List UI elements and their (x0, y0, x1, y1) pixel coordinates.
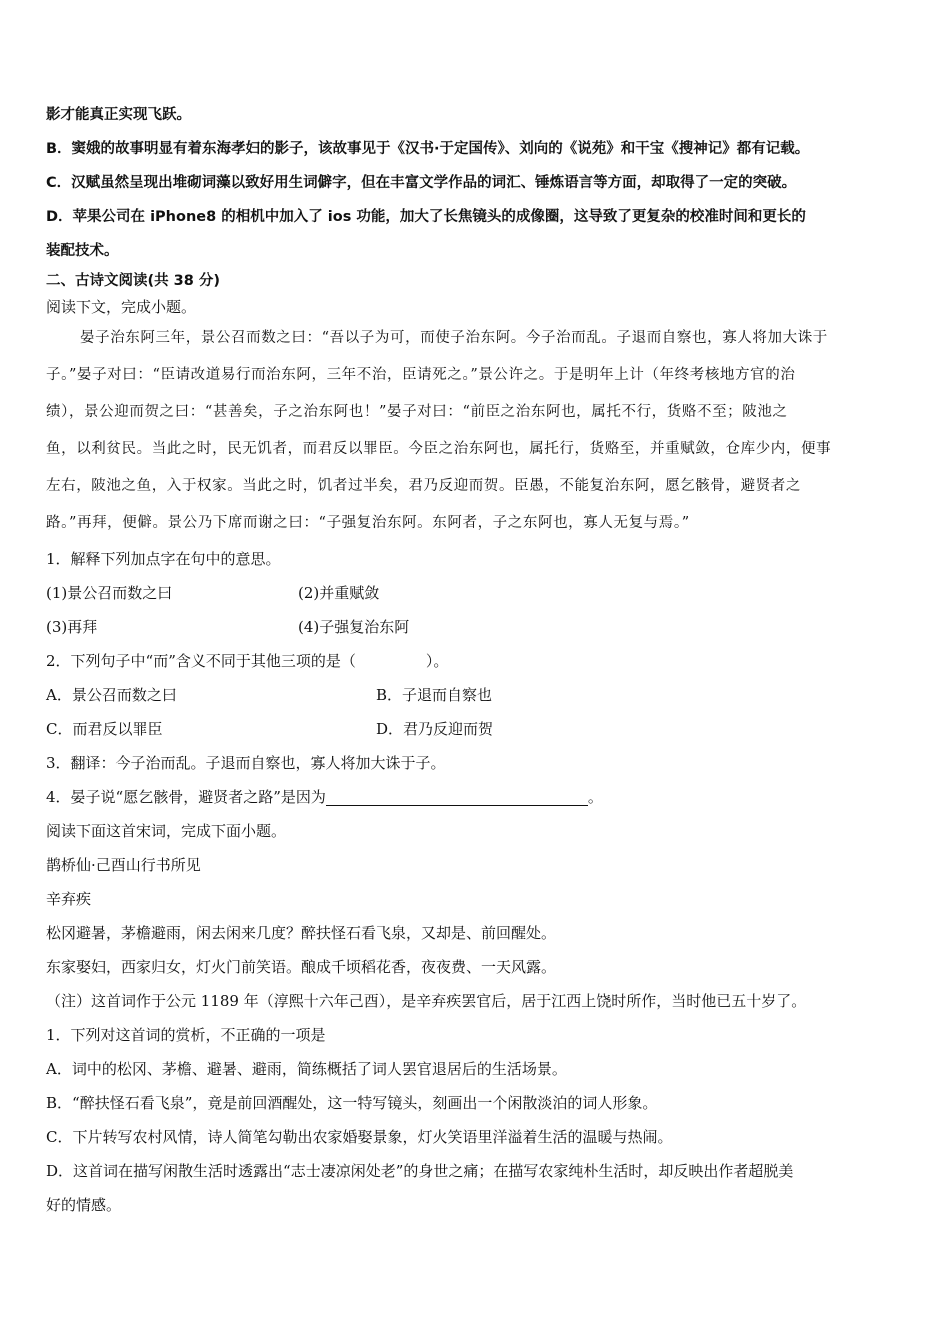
q2-option: A．景公召而数之曰 (46, 686, 177, 704)
q2-options-row (46, 712, 908, 746)
poem-q1-option: C．下片转写农村风情，诗人简笔勾勒出农家婚娶景象，灯火笑语里洋溢着生活的温暖与热闹。 (46, 1128, 673, 1146)
q1-item: (4)子强复治东阿 (298, 618, 410, 636)
q4-stem (46, 780, 908, 814)
poem-title: 鹊桥仙·己酉山行书所见 (46, 856, 201, 874)
passage-line: 绩），景公迎而贺之曰：“甚善矣，子之治东阿也！”晏子对曰：“前臣之治东阿也，属托不行，货赂不至；陂池之 (46, 404, 788, 420)
poem-q1-stem: 1．下列对这首词的赏析，不正确的一项是 (46, 1026, 326, 1044)
q1-item: (3)再拜 (46, 618, 98, 636)
q2-option: B．子退而自察也 (376, 686, 493, 704)
poem-line: 东家娶妇，西家归女，灯火门前笑语。酿成千顷稻花香，夜夜费、一天风露。 (46, 958, 557, 976)
q1-item: (2)并重赋敛 (298, 584, 380, 602)
prev-option-a-tail: 影才能真正实现飞跃。 (46, 107, 191, 123)
prev-option-c: C．汉赋虽然呈现出堆砌词藻以致好用生词僻字，但在丰富文学作品的词汇、锤炼语言等方面，却取得了一定的突破。 (46, 175, 797, 191)
prev-option-d-line2: 装配技术。 (46, 243, 119, 259)
poem-instruction: 阅读下面这首宋词，完成下面小题。 (46, 822, 287, 840)
q2-stem (46, 644, 908, 678)
passage-line: 子。”晏子对曰：“臣请改道易行而治东阿，三年不治，臣请死之。”景公许之。于是明年上计（年终考核地方官的治 (46, 367, 796, 383)
q2-option: D．君乃反迎而贺 (376, 720, 494, 738)
answer-blank[interactable] (326, 787, 588, 806)
poem-q1-option-d-line2: 好的情感。 (46, 1196, 122, 1214)
passage-line: 鱼，以利贫民。当此之时，民无饥者，而君反以罪臣。今臣之治东阿也，属托行，货赂至，并重赋敛，仓库少内，便事 (46, 441, 832, 457)
classical-passage (46, 320, 908, 542)
q2-stem-before: 2．下列句子中“而”含义不同于其他三项的是（ (46, 652, 356, 670)
q4-stem-before: 4．晏子说“愿乞骸骨，避贤者之路”是因为 (46, 788, 326, 806)
q1-stem: 1．解释下列加点字在句中的意思。 (46, 550, 281, 568)
prev-option-d-line1: D．苹果公司在 iPhone8 的相机中加入了 ios 功能，加大了长焦镜头的成像圈，这导致了更复杂的校准时间和更长的 (46, 209, 806, 225)
q2-stem-after: ）。 (425, 652, 449, 670)
passage-line: 晏子治东阿三年，景公召而数之曰：“吾以子为可，而使子治东阿。今子治而乱。子退而自察也，寡人将加大诛于 (80, 330, 828, 346)
q1-item: (1)景公召而数之曰 (46, 584, 173, 602)
poem-q1-option: B．“醉扶怪石看飞泉”，竟是前回酒醒处，这一特写镜头，刻画出一个闲散淡泊的词人形象。 (46, 1094, 658, 1112)
section-instruction: 阅读下文，完成小题。 (46, 298, 197, 316)
poem-note: （注）这首词作于公元 1189 年（淳熙十六年己酉），是辛弃疾罢官后，居于江西上饶时所作，当时他已五十岁了。 (46, 992, 807, 1010)
q1-items-row (46, 610, 908, 644)
poem-q1-option: D．这首词在描写闲散生活时透露出“志士凄凉闲处老”的身世之痛；在描写农家纯朴生活时，却反映出作者超脱美 (46, 1162, 794, 1180)
q3-stem: 3．翻译：今子治而乱。子退而自察也，寡人将加大诛于子。 (46, 754, 446, 772)
q4-stem-after: 。 (587, 788, 603, 806)
passage-line: 左右，陂池之鱼，入于权家。当此之时，饥者过半矣，君乃反迎而贺。臣愚，不能复治东阿，愿乞骸骨，避贤者之 (46, 478, 801, 494)
prev-option-b: B．窦娥的故事明显有着东海孝妇的影子，该故事见于《汉书·于定国传》、刘向的《说苑》和干宝《搜神记》都有记载。 (46, 141, 810, 157)
passage-line: 路。”再拜，便僻。景公乃下席而谢之曰：“子强复治东阿。东阿者，子之东阿也，寡人无复与焉。” (46, 515, 690, 531)
poem-q1-option: A．词中的松冈、茅檐、避暑、避雨，简练概括了词人罢官退居后的生活场景。 (46, 1060, 567, 1078)
poem-author: 辛弃疾 (46, 890, 92, 908)
q1-items-row (46, 576, 908, 610)
section-title: 二、古诗文阅读(共 38 分) (46, 273, 221, 289)
q2-option: C．而君反以罪臣 (46, 720, 163, 738)
q2-options-row (46, 678, 908, 712)
poem-line: 松冈避暑，茅檐避雨，闲去闲来几度？醉扶怪石看飞泉，又却是、前回醒处。 (46, 924, 557, 942)
document-page (46, 98, 908, 1222)
